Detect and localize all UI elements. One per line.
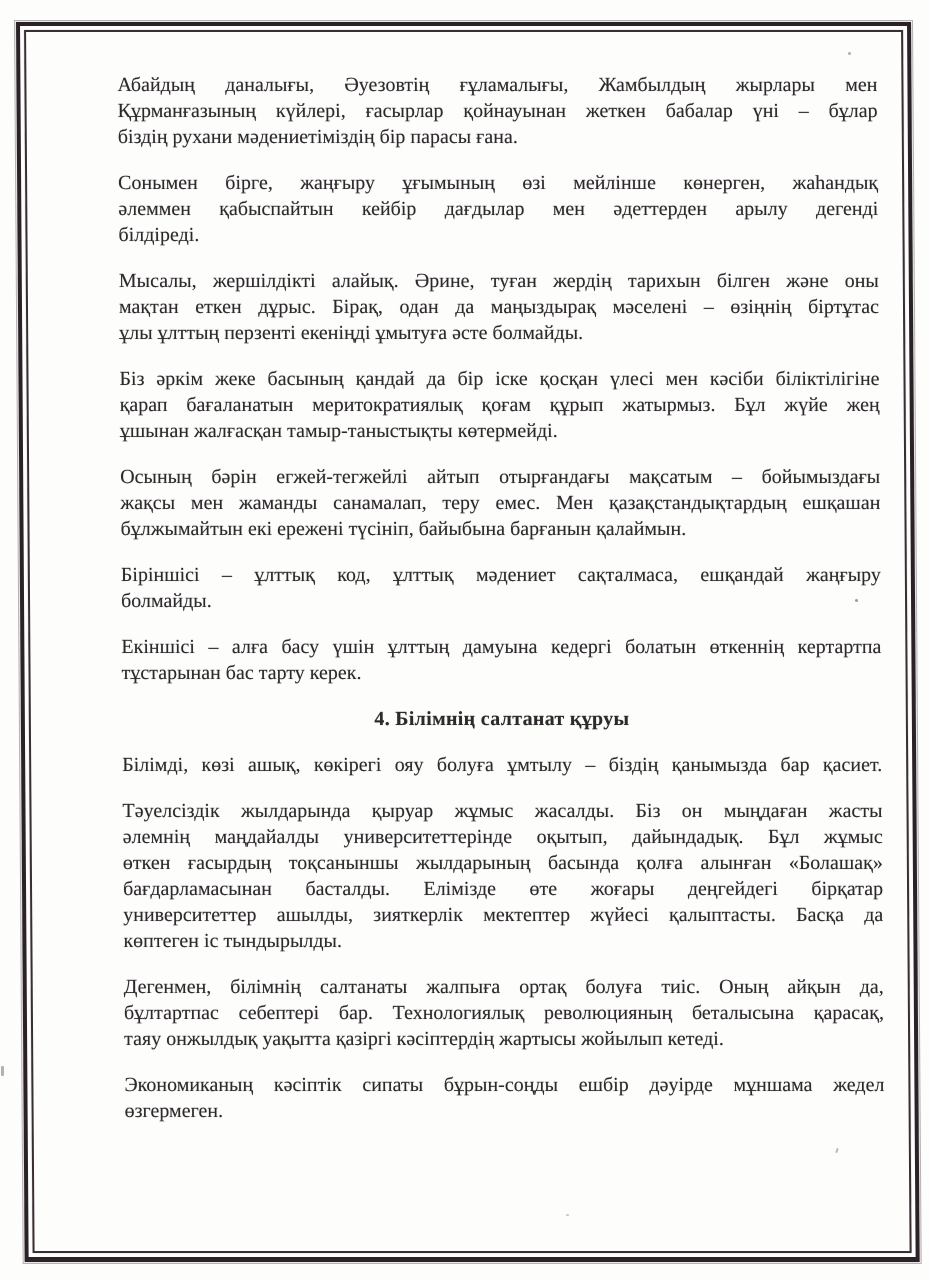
scan-artifact [848,52,851,55]
scan-artifact [1,1066,4,1076]
text-line: Білімді, көзі ашық, көкірегі ояу болуға ұмтылу – біздің қанымызда бар қасиет. [122,754,883,776]
text-line: Мысалы, жершілдікті алайық. Әрине, туған жердің тарихын білген және оны [118,270,879,292]
text-line: ұшынан жалғасқан тамыр-таныстықты көтермейді. [119,420,558,442]
page-border-frame [16,22,920,1262]
text-line: білдіреді. [118,224,200,246]
text-line: әлемнің маңдайалды университеттерінде оқытып, дайындадық. Бұл жұмыс [122,826,883,848]
text-line: Құрманғазының күйлері, ғасырлар қойнауынан жеткен бабалар үні – бұлар [117,100,878,122]
text-line: қарап бағаланатын меритократиялық қоғам құрып жатырмыз. Бұл жүйе жең [119,394,880,416]
paragraph [121,562,881,614]
inner-border [24,30,912,1253]
text-line: тұстарынан бас тарту керек. [121,662,362,684]
text-line: Сонымен бірге, жаңғыру ұғымының өзі мейлінше көнерген, жаһандық [118,172,879,194]
text-line: ұлы ұлттың перзенті екеніңді ұмытуға әсте болмайды. [119,322,584,344]
text-line: бағдарламасынан басталды. Елімізде өте жоғары деңгейдегі бірқатар [122,878,884,900]
paragraph [124,974,885,1052]
text-line: Дегенмен, білімнің салтанаты жалпыға ортақ болуға тиіс. Оның айқын да, [123,976,884,998]
scan-artifact [855,599,858,602]
text-line: университеттер ашылды, зияткерлік мектептер жүйесі қалыптасты. Басқа да [123,904,884,926]
text-line: Абайдың даналығы, Әуезовтің ғұламалығы, Жамбылдың жырлары мен [117,74,878,96]
scan-artifact [566,1214,569,1216]
text-line: Екіншісі – алға басу үшін ұлттың дамуына кедергі болатын өткеннің кертартпа [121,636,882,658]
section-heading: 4. Білімнің салтанат құруы [374,708,630,730]
paragraph [117,72,878,150]
text-line: Біз әркім жеке басының қандай да бір іске қосқан үлесі мен кәсіби біліктілігіне [119,368,880,390]
text-line: таяу онжылдық уақытта қазіргі кәсіптердің жартысы жойылып кетеді. [124,1028,724,1050]
text-line: Біріншісі – ұлттық код, ұлттық мәдениет сақталмаса, ешқандай жаңғыру [120,564,881,586]
outer-border [16,22,920,1262]
text-line: болмайды. [120,590,212,612]
text-line: Экономиканың кәсіптік сипаты бұрын-соңды ешбір дәуірде мұншама жедел [124,1074,885,1096]
paragraph [122,752,882,778]
paragraph [119,366,880,444]
text-line: бұлжымайтын екі ережені түсініп, байыбына барғанын қалаймын. [120,518,687,540]
paragraph [118,170,879,248]
paragraph [119,268,880,346]
paragraph [121,634,881,686]
text-line: Осының бәрін егжей-тегжейлі айтып отырғандағы мақсатым – бойымыздағы [120,466,881,488]
text-line: өткен ғасырдың тоқсаныншы жылдарының басында қолға алынған «Болашақ» [122,852,883,874]
text-line: әлеммен қабыспайтын кейбір дағдылар мен әдеттерден арылу дегенді [118,198,879,220]
text-line: мақтан еткен дұрыс. Бірақ, одан да маңыздырақ мәселені – өзіңнің біртұтас [118,296,880,318]
paragraph [120,464,881,542]
text-line: жақсы мен жаманды санамалап, теру емес. Мен қазақстандықтардың ешқашан [120,492,881,514]
text-line: Тәуелсіздік жылдарында қыруар жұмыс жасалды. Біз он мыңдаған жасты [122,800,883,822]
text-line: өзгермеген. [124,1100,224,1122]
document-text [26,32,910,1251]
paragraph [122,798,883,954]
text-line: көптеген іс тындырылды. [123,930,343,952]
text-line: біздің рухани мәдениетіміздің бір парасы ғана. [117,126,518,148]
paragraph [124,1072,884,1124]
text-line: бұлтартпас себептері бар. Технологиялық революцияның беталысына қарасақ, [123,1002,884,1024]
